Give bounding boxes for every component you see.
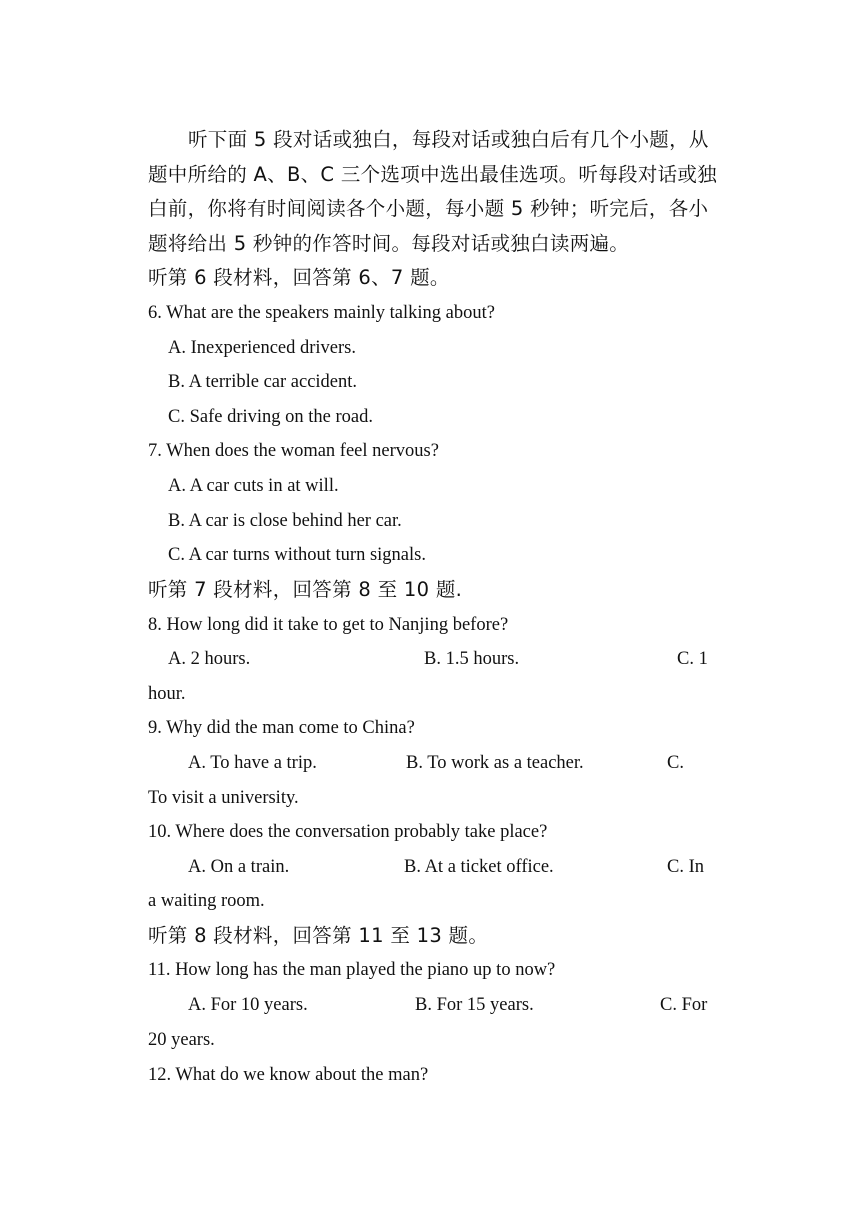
- q9-option-c-continued: To visit a university.: [148, 788, 299, 808]
- section-heading-7: 听第 7 段材料，回答第 8 至 10 题.: [148, 578, 463, 601]
- q11-option-a: A. For 10 years.: [188, 995, 308, 1015]
- section-heading-8: 听第 8 段材料，回答第 11 至 13 题。: [148, 924, 489, 947]
- q11-option-c-continued: 20 years.: [148, 1030, 215, 1050]
- q6-option-b: B. A terrible car accident.: [168, 372, 358, 392]
- section-heading-6: 听第 6 段材料，回答第 6、7 题。: [148, 266, 450, 289]
- q10-option-a: A. On a train.: [188, 857, 290, 877]
- intro-line-4: 题将给出 5 秒钟的作答时间。每段对话或独白读两遍。: [148, 232, 630, 255]
- q8-option-a: A. 2 hours.: [168, 649, 251, 669]
- question-11: 11. How long has the man played the piano up to now?: [148, 960, 556, 980]
- q11-option-b: B. For 15 years.: [415, 995, 534, 1015]
- question-6: 6. What are the speakers mainly talking about?: [148, 303, 495, 323]
- question-8: 8. How long did it take to get to Nanjing before?: [148, 615, 509, 635]
- intro-line-1: 听下面 5 段对话或独白，每段对话或独白后有几个小题，从: [188, 128, 709, 151]
- q7-option-a: A. A car cuts in at will.: [168, 476, 339, 496]
- q9-option-a: A. To have a trip.: [188, 753, 317, 773]
- q6-option-c: C. Safe driving on the road.: [168, 407, 373, 427]
- q9-option-c: C.: [667, 753, 684, 773]
- q7-option-b: B. A car is close behind her car.: [168, 511, 402, 531]
- q7-option-c: C. A car turns without turn signals.: [168, 545, 426, 565]
- intro-line-3: 白前，你将有时间阅读各个小题，每小题 5 秒钟；听完后，各小: [148, 197, 709, 220]
- q10-option-b: B. At a ticket office.: [404, 857, 554, 877]
- q10-option-c-continued: a waiting room.: [148, 891, 265, 911]
- question-9: 9. Why did the man come to China?: [148, 718, 415, 738]
- q8-option-c-continued: hour.: [148, 684, 186, 704]
- q10-option-c: C. In: [667, 857, 704, 877]
- question-12: 12. What do we know about the man?: [148, 1065, 429, 1085]
- q8-option-b: B. 1.5 hours.: [424, 649, 520, 669]
- question-7: 7. When does the woman feel nervous?: [148, 441, 439, 461]
- intro-line-2: 题中所给的 A、B、C 三个选项中选出最佳选项。听每段对话或独: [148, 163, 718, 186]
- q6-option-a: A. Inexperienced drivers.: [168, 338, 356, 358]
- q8-option-c: C. 1: [677, 649, 708, 669]
- q9-option-b: B. To work as a teacher.: [406, 753, 584, 773]
- q11-option-c: C. For: [660, 995, 708, 1015]
- question-10: 10. Where does the conversation probably take place?: [148, 822, 548, 842]
